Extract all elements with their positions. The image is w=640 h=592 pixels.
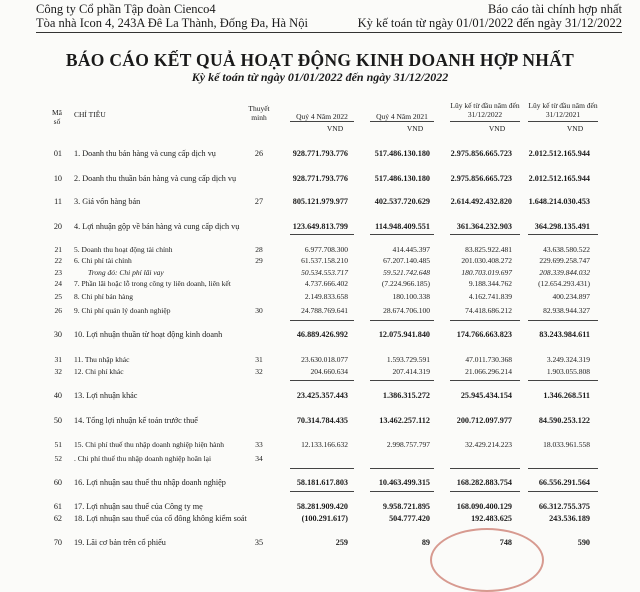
subtotal-line bbox=[528, 320, 598, 321]
row-code: 60 bbox=[53, 478, 62, 487]
subtotal-line bbox=[370, 468, 434, 469]
table-row bbox=[0, 355, 640, 365]
row-q4-2021: 12.075.941.840 bbox=[378, 330, 430, 339]
unit-q4-2021: VND bbox=[406, 124, 424, 133]
row-q4-2021: 114.948.409.551 bbox=[375, 222, 430, 231]
table-row bbox=[0, 416, 640, 426]
row-code: 40 bbox=[53, 391, 62, 400]
row-name: 10. Lợi nhuận thuần từ hoạt động kinh doanh bbox=[74, 330, 223, 339]
row-ytd-2021: 1.648.214.030.453 bbox=[528, 197, 590, 206]
table-row bbox=[0, 279, 640, 289]
row-q4-2022: 204.660.634 bbox=[310, 367, 348, 376]
subtotal-line bbox=[370, 380, 434, 381]
row-code: 01 bbox=[53, 149, 62, 158]
row-ytd-2022: 168.282.883.754 bbox=[456, 478, 512, 487]
row-q4-2022: 928.771.793.776 bbox=[292, 149, 348, 158]
unit-ytd-2021: VND bbox=[566, 124, 584, 133]
header-divider bbox=[36, 32, 622, 33]
row-ytd-2022: 25.945.434.154 bbox=[460, 391, 512, 400]
subtotal-line bbox=[290, 380, 354, 381]
subtotal-line bbox=[370, 491, 434, 492]
row-ytd-2022: 2.975.856.665.723 bbox=[450, 174, 512, 183]
table-row bbox=[0, 256, 640, 266]
row-q4-2021: 9.958.721.895 bbox=[382, 502, 430, 511]
subtotal-line bbox=[290, 468, 354, 469]
row-q4-2021: 402.537.720.629 bbox=[374, 197, 430, 206]
row-code: 22 bbox=[54, 256, 62, 265]
col-header-item: CHỈ TIÊU bbox=[74, 110, 106, 119]
row-q4-2021: 1.593.729.591 bbox=[386, 355, 430, 364]
row-ytd-2021: 229.699.258.747 bbox=[539, 256, 590, 265]
table-row bbox=[0, 538, 640, 548]
row-code: 50 bbox=[53, 416, 62, 425]
row-name: 18. Lợi nhuận sau thuế của cổ đông không kiểm soát bbox=[74, 514, 247, 523]
row-code: 70 bbox=[53, 538, 62, 547]
row-q4-2021: (7.224.966.185) bbox=[381, 279, 430, 288]
row-ytd-2021: 590 bbox=[577, 538, 590, 547]
row-q4-2021: 517.486.130.180 bbox=[374, 174, 430, 183]
underline-ytd-2021 bbox=[528, 121, 598, 122]
row-q4-2022: (100.291.617) bbox=[301, 514, 348, 523]
subtotal-line bbox=[450, 234, 520, 235]
row-ytd-2022: 47.011.730.368 bbox=[465, 355, 512, 364]
row-name: 15. Chi phí thuế thu nhập doanh nghiệp hiện hành bbox=[74, 440, 224, 449]
table-row bbox=[0, 514, 640, 524]
row-code: 62 bbox=[53, 514, 62, 523]
row-code: 23 bbox=[54, 268, 62, 277]
subtotal-line bbox=[290, 491, 354, 492]
row-q4-2022: 928.771.793.776 bbox=[292, 174, 348, 183]
subtotal-line bbox=[450, 320, 520, 321]
row-q4-2021: 13.462.257.112 bbox=[379, 416, 430, 425]
row-code: 61 bbox=[53, 502, 62, 511]
row-name: 6. Chi phí tài chính bbox=[74, 256, 132, 265]
subtotal-line bbox=[370, 234, 434, 235]
row-q4-2022: 23.425.357.443 bbox=[296, 391, 348, 400]
row-name: 3. Giá vốn hàng bán bbox=[74, 197, 141, 206]
row-ytd-2022: 168.090.400.129 bbox=[456, 502, 512, 511]
row-note: 32 bbox=[255, 367, 263, 376]
report-type: Báo cáo tài chính hợp nhất bbox=[487, 2, 622, 16]
row-ytd-2022: 32.429.214.223 bbox=[465, 440, 512, 449]
table-row bbox=[0, 174, 640, 184]
table-row bbox=[0, 292, 640, 302]
company-header bbox=[36, 2, 308, 30]
unit-ytd-2022: VND bbox=[488, 124, 506, 133]
row-note: 34 bbox=[255, 454, 263, 463]
row-name: 17. Lợi nhuận sau thuế của Công ty mẹ bbox=[74, 502, 203, 511]
row-ytd-2022: 74.418.686.212 bbox=[465, 306, 512, 315]
row-ytd-2021: 243.536.189 bbox=[549, 514, 590, 523]
row-note: 27 bbox=[254, 197, 264, 206]
row-code: 11 bbox=[54, 197, 62, 206]
row-q4-2021: 59.521.742.648 bbox=[383, 268, 430, 277]
row-ytd-2021: 2.012.512.165.944 bbox=[528, 149, 590, 158]
row-ytd-2022: 4.162.741.839 bbox=[468, 292, 512, 301]
row-q4-2021: 207.414.319 bbox=[392, 367, 430, 376]
row-note: 33 bbox=[255, 440, 263, 449]
col-header-ytd-2022: Lũy kế từ đầu năm đến 31/12/2022 bbox=[450, 101, 520, 119]
row-code: 26 bbox=[54, 306, 62, 315]
unit-q4-2022: VND bbox=[326, 124, 344, 133]
row-name: 11. Thu nhập khác bbox=[74, 355, 130, 364]
row-code: 21 bbox=[54, 245, 62, 254]
col-header-ytd-2021: Lũy kế từ đầu năm đến 31/12/2021 bbox=[528, 101, 598, 119]
subtotal-line bbox=[450, 491, 520, 492]
company-address: Tòa nhà Icon 4, 243A Đê La Thành, Đống Đa, Hà Nội bbox=[36, 16, 308, 30]
row-q4-2021: 28.674.706.100 bbox=[383, 306, 430, 315]
row-ytd-2021: 208.339.844.032 bbox=[539, 268, 590, 277]
subtotal-line bbox=[528, 234, 598, 235]
col-header-q4-2021: Quý 4 Năm 2021 bbox=[376, 112, 428, 121]
row-q4-2022: 61.537.158.210 bbox=[301, 256, 348, 265]
row-ytd-2021: 1.346.268.511 bbox=[543, 391, 590, 400]
col-header-code: Mã số bbox=[52, 108, 62, 126]
row-name: 5. Doanh thu hoạt động tài chính bbox=[74, 245, 173, 254]
row-code: 51 bbox=[54, 440, 62, 449]
row-q4-2022: 123.649.813.799 bbox=[292, 222, 348, 231]
table-row bbox=[0, 149, 640, 159]
col-header-q4-2022: Quý 4 Năm 2022 bbox=[296, 112, 348, 121]
row-q4-2021: 67.207.140.485 bbox=[383, 256, 430, 265]
row-ytd-2021: 3.249.324.319 bbox=[546, 355, 590, 364]
row-ytd-2022: 83.825.922.481 bbox=[465, 245, 512, 254]
row-code: 10 bbox=[53, 174, 62, 183]
row-ytd-2021: 84.590.253.122 bbox=[538, 416, 590, 425]
table-row bbox=[0, 391, 640, 401]
row-code: 24 bbox=[54, 279, 62, 288]
row-note: 26 bbox=[254, 149, 264, 158]
row-ytd-2022: 200.712.097.977 bbox=[456, 416, 512, 425]
row-ytd-2022: 2.975.856.665.723 bbox=[450, 149, 512, 158]
row-q4-2022: 4.737.666.402 bbox=[304, 279, 348, 288]
row-q4-2021: 2.998.757.797 bbox=[386, 440, 430, 449]
col-header-note: Thuyết minh bbox=[248, 104, 270, 122]
row-ytd-2021: 1.903.055.808 bbox=[546, 367, 590, 376]
page-subtitle: Kỳ kế toán từ ngày 01/01/2022 đến ngày 31/12/2022 bbox=[191, 70, 449, 84]
row-name: Trong đó: Chi phí lãi vay bbox=[88, 268, 164, 277]
row-code: 25 bbox=[54, 292, 62, 301]
table-row bbox=[0, 330, 640, 340]
row-name: 13. Lợi nhuận khác bbox=[74, 391, 138, 400]
row-q4-2022: 70.314.784.435 bbox=[296, 416, 348, 425]
underline-ytd-2022 bbox=[450, 121, 520, 122]
row-ytd-2022: 361.364.232.903 bbox=[456, 222, 512, 231]
row-ytd-2021: (12.654.293.431) bbox=[538, 279, 590, 288]
table-row bbox=[0, 478, 640, 488]
row-ytd-2021: 43.638.580.522 bbox=[543, 245, 590, 254]
report-period: Kỳ kế toán từ ngày 01/01/2022 đến ngày 31/12/2022 bbox=[357, 16, 622, 30]
row-code: 20 bbox=[53, 222, 62, 231]
subtotal-line bbox=[290, 234, 354, 235]
row-ytd-2021: 66.312.755.375 bbox=[538, 502, 590, 511]
row-name: 19. Lãi cơ bản trên cổ phiếu bbox=[74, 538, 166, 547]
row-q4-2022: 58.181.617.803 bbox=[296, 478, 348, 487]
row-code: 31 bbox=[54, 355, 62, 364]
row-q4-2022: 24.788.769.641 bbox=[301, 306, 348, 315]
row-name: 14. Tổng lợi nhuận kế toán trước thuế bbox=[74, 416, 198, 425]
row-ytd-2021: 400.234.897 bbox=[552, 292, 590, 301]
underline-q4-2021 bbox=[370, 121, 434, 122]
row-ytd-2022: 2.614.492.432.820 bbox=[450, 197, 512, 206]
row-ytd-2021: 82.938.944.327 bbox=[543, 306, 590, 315]
subtotal-line bbox=[290, 320, 354, 321]
table-row bbox=[0, 440, 640, 450]
row-ytd-2022: 21.066.296.214 bbox=[465, 367, 512, 376]
row-name: 7. Phần lãi hoặc lỗ trong công ty liên doanh, liên kết bbox=[74, 279, 231, 288]
row-q4-2022: 46.889.426.992 bbox=[296, 330, 348, 339]
row-note: 35 bbox=[254, 538, 264, 547]
table-row bbox=[0, 367, 640, 377]
row-ytd-2021: 364.298.135.491 bbox=[534, 222, 590, 231]
table-row bbox=[0, 268, 640, 278]
row-q4-2021: 1.386.315.272 bbox=[382, 391, 430, 400]
subtotal-line bbox=[450, 380, 520, 381]
report-header bbox=[358, 2, 622, 30]
row-q4-2022: 58.281.909.420 bbox=[296, 502, 348, 511]
row-note: 29 bbox=[255, 256, 263, 265]
row-note: 30 bbox=[255, 306, 263, 315]
row-code: 30 bbox=[53, 330, 62, 339]
row-q4-2022: 23.630.018.077 bbox=[301, 355, 348, 364]
row-q4-2022: 805.121.979.977 bbox=[292, 197, 348, 206]
row-name: 1. Doanh thu bán hàng và cung cấp dịch vụ bbox=[74, 149, 216, 158]
row-ytd-2022: 174.766.663.823 bbox=[456, 330, 512, 339]
company-name: Công ty Cổ phần Tập đoàn Cienco4 bbox=[36, 2, 216, 16]
row-note: 28 bbox=[255, 245, 263, 254]
row-ytd-2021: 83.243.984.611 bbox=[539, 330, 590, 339]
subtotal-line bbox=[528, 468, 598, 469]
row-ytd-2022: 9.188.344.762 bbox=[468, 279, 512, 288]
row-code: 32 bbox=[54, 367, 62, 376]
row-name: 9. Chi phí quản lý doanh nghiệp bbox=[74, 306, 171, 315]
row-ytd-2021: 2.012.512.165.944 bbox=[528, 174, 590, 183]
row-ytd-2021: 18.033.961.558 bbox=[543, 440, 590, 449]
row-name: 8. Chi phí bán hàng bbox=[74, 292, 133, 301]
row-name: 4. Lợi nhuận gộp về bán hàng và cung cấp dịch vụ bbox=[74, 222, 240, 231]
row-q4-2021: 89 bbox=[421, 538, 430, 547]
table-row bbox=[0, 502, 640, 512]
row-q4-2021: 10.463.499.315 bbox=[378, 478, 430, 487]
row-ytd-2022: 201.030.408.272 bbox=[461, 256, 512, 265]
table-row bbox=[0, 454, 640, 464]
page-title: BÁO CÁO KẾT QUẢ HOẠT ĐỘNG KINH DOANH HỢP NHẤT bbox=[65, 50, 575, 70]
table-row bbox=[0, 306, 640, 316]
subtotal-line bbox=[528, 491, 598, 492]
row-name: 16. Lợi nhuận sau thuế thu nhập doanh nghiệp bbox=[74, 478, 226, 487]
row-name: 12. Chi phí khác bbox=[74, 367, 124, 376]
row-q4-2022: 2.149.833.658 bbox=[304, 292, 348, 301]
row-q4-2021: 517.486.130.180 bbox=[374, 149, 430, 158]
row-ytd-2022: 748 bbox=[499, 538, 512, 547]
subtotal-line bbox=[528, 380, 598, 381]
row-q4-2022: 259 bbox=[335, 538, 348, 547]
row-ytd-2022: 192.483.625 bbox=[471, 514, 512, 523]
subtotal-line bbox=[450, 468, 520, 469]
row-name: . Chi phí thuế thu nhập doanh nghiệp hoãn lại bbox=[74, 454, 212, 463]
row-code: 52 bbox=[54, 454, 62, 463]
row-q4-2021: 414.445.397 bbox=[392, 245, 430, 254]
table-row bbox=[0, 245, 640, 255]
row-q4-2021: 504.777.420 bbox=[389, 514, 430, 523]
table-row bbox=[0, 197, 640, 207]
subtotal-line bbox=[370, 320, 434, 321]
row-note: 31 bbox=[255, 355, 263, 364]
row-q4-2022: 50.534.553.717 bbox=[301, 268, 348, 277]
row-name: 2. Doanh thu thuần bán hàng và cung cấp dịch vụ bbox=[74, 174, 237, 183]
row-ytd-2021: 66.556.291.564 bbox=[538, 478, 590, 487]
row-q4-2022: 6.977.708.300 bbox=[304, 245, 348, 254]
row-q4-2021: 180.100.338 bbox=[392, 292, 430, 301]
row-q4-2022: 12.133.166.632 bbox=[301, 440, 348, 449]
underline-q4-2022 bbox=[290, 121, 354, 122]
table-row bbox=[0, 222, 640, 232]
row-ytd-2022: 180.703.019.697 bbox=[461, 268, 512, 277]
